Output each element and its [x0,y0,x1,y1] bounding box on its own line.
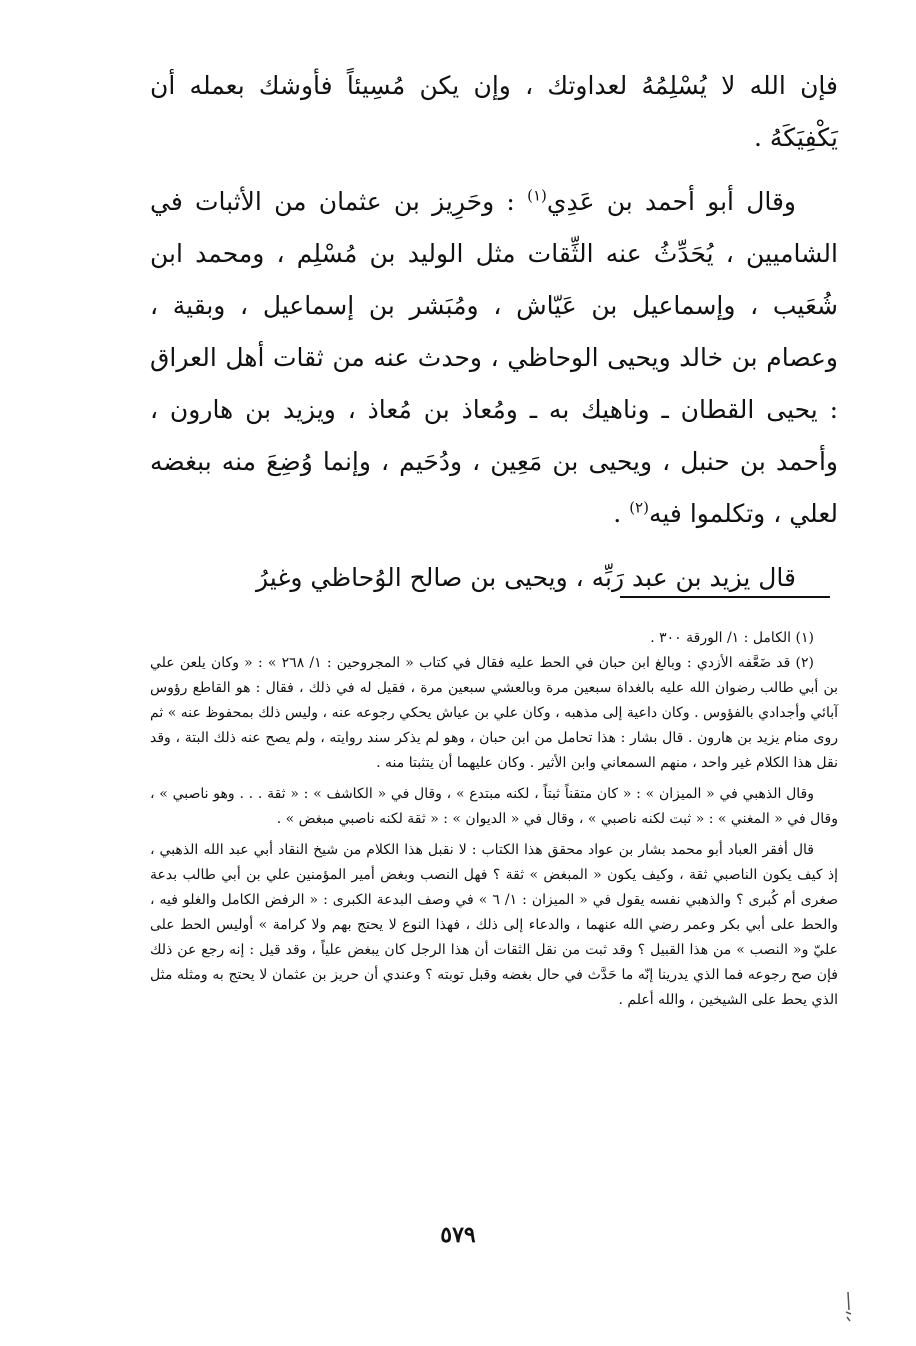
footnote-ref-2: (٢) [629,498,649,517]
footnote-1: (١) الكامل : ١/ الورقة ٣٠٠ . [650,630,814,646]
paragraph-2-start: وقال أبو أحمد بن عَدِي [546,187,797,216]
page-number: ٥٧٩ [440,1222,476,1248]
paragraph-2-body: : وحَرِيز بن عثمان من الأثبات في الشاميين ، يُحَدِّثُ عنه الثِّقات مثل الوليد بن مُسْلِم ، ومحمد ابن شُعَيب ، وإسماعيل بن عَيّاش ، ومُبَشر بن إسماعيل ، وبقية ، وعصام بن خالد ويحيى الوحاظي ، وحدث عنه من ثقات أهل العراق : يحيى القطان ـ وناهيك به ـ ومُعاذ بن مُعاذ ، ويزيد بن هارون ، وأحمد بن حنبل ، ويحيى بن مَعِين ، ودُحَيم ، وإنما وُضِعَ منه ببغضه لعلي ، وتكلموا فيه [150,187,838,528]
footnote-ref-1: (١) [527,186,547,205]
footnotes [150,626,838,1013]
paragraph-1: فإن الله لا يُسْلِمُهُ لعداوتك ، وإن يكن مُسِيئاً فأوشك بعمله أن يَكْفِيَكَهُ . [150,71,838,152]
main-text [150,60,838,604]
paragraph-2-end: . [613,499,630,528]
paragraph-2 [150,176,838,540]
footnote-2-editor: قال أفقر العباد أبو محمد بشار بن عواد محقق هذا الكتاب : لا نقبل هذا الكلام من شيخ النقاد أبي عبد الله الذهبي ، إذ كيف يكون الناصبي ثقة ، وكيف يكون « المبغض » ثقة ؟ فهل النصب وبغض أمير المؤمنين علي بن أبي طالب بدعة صغرى أم كُبرى ؟ والذهبي نفسه يقول في « الميزان : ١/ ٦ » في وصف البدعة الكبرى : « الرفض الكامل والغلو فيه ، والحط على أبي بكر وعمر رضي الله عنهما ، والدعاء إلى ذلك ، فهذا النوع لا يحتج بهم ولا كرامة » أوليس الحط على عليّ و« النصب » من هذا القبيل ؟ وقد ثبت من نقل الثقات أن هذا الرجل كان يبغض علياً ، وقد قيل : إنه رجع عن ذلك فإن صح رجوعه فما الذي يدرينا إنّه ما حَدَّث في حال بغضه وقبل توبته ؟ وعندي أن حريز بن عثمان لا يحتج به ومثله مثل الذي يحط على الشيخين ، والله أعلم . [150,842,839,1008]
footnote-divider [620,596,830,598]
scan-mark-icon [842,1290,856,1324]
footnote-2-dhahabi: وقال الذهبي في « الميزان » : « كان متقناً ثبتاً ، لكنه مبتدع » ، وقال في « الكاشف » : « ثقة . . . وهو ناصبي » ، وقال في « المغني » : « ثبت لكنه ناصبي » ، وقال في « الديوان » : « ثقة لكنه ناصبي مبغض » . [150,786,838,827]
paragraph-3: قال يزيد بن عبد رَبِّه ، ويحيى بن صالح الوُحاظي وغيرُ [255,563,796,592]
scan-mark [842,1290,856,1324]
footnote-2: (٢) قد ضَعَّفه الأزدي : وبالغ ابن حبان في الحط عليه فقال في كتاب « المجروحين : ١/ ٢٦٨ » : « وكان يلعن علي بن أبي طالب رضوان الله عليه بالغداة سبعين مرة وبالعشي سبعين مرة ، فقيل له في ذلك ، فقال : هو القاطع رؤوس آبائي وأجدادي بالفؤوس . وكان داعية إلى مذهبه ، وكان علي بن عياش يحكي رجوعه عنه ، وليس ذلك بمحفوظ عنه » ثم روى منام يزيد بن هارون . قال بشار : هذا تحامل من ابن حبان ، وهو لم يذكر سند روايته ، ولم يصح عنه ذلك البتة ، وقد نقل هذا الكلام غير واحد ، منهم السمعاني وابن الأثير . وكان عليهما أن يتثبتا منه . [150,655,838,771]
